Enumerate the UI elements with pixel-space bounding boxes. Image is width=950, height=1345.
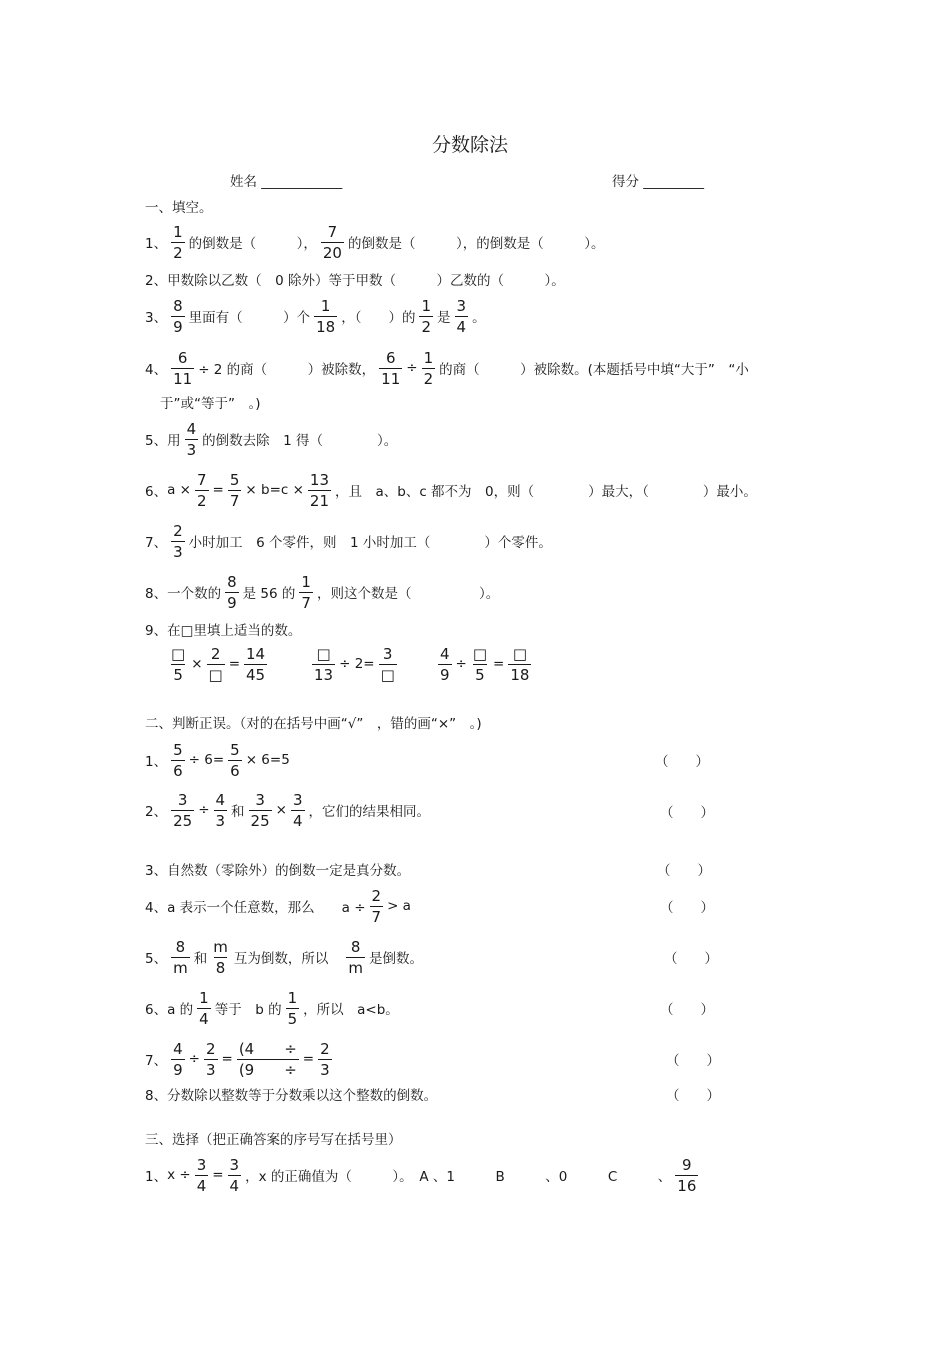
fraction-denominator: 2	[421, 317, 432, 336]
fraction-numerator: 8	[173, 296, 183, 315]
fraction	[171, 741, 185, 780]
question-text: 7、	[145, 535, 168, 551]
fraction-denominator: (9 ÷	[238, 1060, 297, 1079]
question-text: × 6=5	[245, 752, 290, 768]
question-text: 是	[437, 310, 451, 326]
s2-q5-answer-bracket[interactable]: （ ）	[664, 951, 718, 967]
s1-q4	[145, 348, 749, 388]
fraction-denominator: 20	[322, 243, 342, 262]
score-field-label: 得分 _________	[612, 174, 705, 190]
fraction-numerator: 1	[423, 348, 434, 367]
s1-q4-continuation: 于”或“等于” 。)	[160, 396, 261, 412]
fraction	[321, 223, 344, 262]
question-text: ，所以 a<b。	[303, 1002, 399, 1018]
question-text: ，且 a、b、c 都不为 0，则（ ）最大，（ ）最小。	[335, 484, 757, 500]
question-text: 4、	[145, 362, 168, 378]
fraction	[207, 645, 225, 684]
fraction	[228, 741, 242, 780]
fraction-denominator: 6	[230, 761, 240, 780]
fraction	[171, 1040, 185, 1079]
fraction-numerator: □	[472, 644, 488, 663]
fraction-numerator: 8	[175, 937, 186, 956]
question-text: ÷ 2=	[339, 656, 375, 672]
question-text: a ×	[167, 482, 191, 498]
question-text: =	[212, 482, 224, 498]
question-text: 和	[231, 804, 245, 820]
question-text: 等于 b 的	[214, 1002, 282, 1018]
fraction	[438, 645, 452, 684]
fraction-denominator: 9	[173, 317, 183, 336]
page-title: 分数除法	[432, 134, 509, 156]
question-text: 。	[472, 310, 486, 326]
fraction-denominator: 6	[173, 761, 183, 780]
fraction	[308, 471, 331, 510]
fraction-numerator: 3	[196, 1155, 207, 1174]
question-text: 是 56 的	[242, 586, 296, 602]
fraction	[195, 471, 209, 510]
question-text: > a	[387, 898, 411, 914]
fraction-numerator: 1	[320, 296, 331, 315]
s2-q7	[145, 1039, 336, 1079]
fraction-numerator: 2	[371, 886, 382, 905]
question-text: 8、一个数的	[145, 586, 222, 602]
fraction-denominator: 4	[229, 1176, 240, 1195]
fraction-numerator: 2	[320, 1039, 330, 1058]
s2-q3-answer-bracket[interactable]: （ ）	[657, 863, 711, 879]
fraction-denominator: 4	[199, 1009, 209, 1028]
fraction	[185, 420, 199, 459]
fraction-numerator: 2	[205, 1039, 216, 1058]
s1-q5	[145, 419, 397, 459]
fraction-denominator: 2	[173, 243, 183, 262]
fraction-numerator: 3	[177, 790, 188, 809]
question-text: =	[302, 1051, 315, 1067]
s2-q6	[145, 988, 399, 1028]
fraction-numerator: (4 ÷	[238, 1039, 297, 1058]
fraction-numerator: 1	[287, 988, 298, 1007]
fraction	[314, 297, 337, 336]
fraction-numerator: 1	[301, 572, 311, 591]
fraction-denominator: 7	[371, 907, 382, 926]
fraction	[508, 645, 531, 684]
fraction	[419, 297, 433, 336]
question-text: ÷ 6=	[188, 752, 225, 768]
fraction-denominator: 7	[229, 491, 240, 510]
question-text: 和	[193, 951, 208, 967]
fraction-denominator: m	[173, 958, 188, 977]
name-field-label: 姓名 ____________	[230, 174, 343, 190]
fraction	[471, 645, 489, 684]
question-text: 是倒数。	[368, 951, 423, 967]
fraction	[171, 522, 185, 561]
fraction-numerator: □	[171, 644, 186, 663]
question-text: 1、	[145, 754, 168, 770]
fraction	[312, 645, 335, 684]
question-text: ×	[275, 802, 287, 818]
fraction-numerator: 4	[186, 419, 197, 438]
fraction-denominator: 3	[205, 1060, 216, 1079]
fraction-denominator: 4	[292, 811, 303, 830]
fraction-denominator: 4	[456, 317, 467, 336]
s1-q1	[145, 222, 604, 262]
question-text: 6、	[145, 484, 168, 500]
fraction	[211, 938, 230, 977]
fraction	[370, 887, 384, 926]
fraction-numerator: 4	[215, 790, 226, 809]
question-text: x ÷	[167, 1167, 191, 1183]
question-text: 的倒数是（ ），的倒数是（ ）。	[347, 236, 605, 252]
question-text: 1、	[145, 1169, 168, 1185]
question-text: 互为倒数，所以	[233, 951, 329, 967]
fraction-denominator: 45	[246, 665, 266, 684]
question-text: 6、a 的	[145, 1002, 194, 1018]
s3-q1	[145, 1155, 702, 1195]
fraction	[379, 349, 402, 388]
fraction-numerator: 7	[327, 222, 338, 241]
s1-q3	[145, 296, 486, 336]
s1-q8	[145, 572, 499, 612]
fraction	[214, 791, 228, 830]
fraction-numerator: 5	[173, 740, 183, 759]
fraction-denominator: 7	[301, 593, 311, 612]
fraction-denominator: 13	[314, 665, 334, 684]
fraction-denominator: 3	[186, 440, 197, 459]
question-text: 2、	[145, 804, 168, 820]
fraction	[237, 1040, 299, 1079]
s2-q2-answer-bracket[interactable]: （ ）	[660, 805, 714, 821]
fraction-denominator: 9	[227, 593, 237, 612]
fraction	[228, 1156, 242, 1195]
s1-q9-equation-c	[434, 644, 535, 684]
fraction	[244, 645, 267, 684]
fraction-numerator: 4	[440, 644, 450, 663]
s2-q8-answer-bracket[interactable]: （ ）	[666, 1088, 720, 1104]
fraction-denominator: 5	[475, 665, 485, 684]
fraction-denominator: 16	[677, 1176, 697, 1195]
fraction	[299, 573, 313, 612]
question-text: =	[493, 656, 505, 672]
fraction	[422, 349, 436, 388]
question-text: 5、用	[145, 433, 181, 449]
question-text: ÷	[198, 802, 210, 818]
fraction-denominator: 18	[316, 317, 336, 336]
fraction-numerator: □	[316, 644, 331, 663]
s2-q6-answer-bracket[interactable]: （ ）	[660, 1002, 714, 1018]
fraction-numerator: 5	[230, 740, 240, 759]
fraction-denominator: □	[380, 665, 395, 684]
s2-q1-answer-bracket[interactable]: （ ）	[655, 754, 709, 770]
fraction-numerator: 1	[421, 296, 432, 315]
fraction	[225, 573, 239, 612]
question-text: 3、	[145, 310, 168, 326]
fraction-numerator: 8	[227, 572, 237, 591]
question-text: =	[212, 1167, 224, 1183]
s2-q5	[145, 937, 423, 977]
fraction	[228, 471, 242, 510]
fraction	[171, 791, 194, 830]
fraction	[171, 938, 190, 977]
question-text: ÷ 2 的商（ ）被除数，	[198, 362, 376, 378]
question-text: =	[221, 1051, 233, 1067]
fraction-denominator: 8	[215, 958, 226, 977]
fraction	[171, 349, 194, 388]
question-text: ÷	[455, 656, 467, 672]
question-text: 7、	[145, 1053, 168, 1069]
fraction-denominator: 11	[381, 369, 401, 388]
fraction-numerator: 4	[173, 1039, 183, 1058]
fraction-denominator: 4	[196, 1176, 207, 1195]
question-text: 的倒数是（ ），	[188, 236, 317, 252]
fraction-denominator: 21	[309, 491, 329, 510]
s2-q4-answer-bracket[interactable]: （ ）	[660, 900, 714, 916]
fraction-denominator: 5	[173, 665, 183, 684]
fraction-denominator: 25	[173, 811, 193, 830]
question-text: × b=c ×	[245, 482, 304, 498]
fraction-denominator: 3	[215, 811, 226, 830]
fraction-denominator: 9	[173, 1060, 183, 1079]
s2-q8: 8、分数除以整数等于分数乘以这个整数的倒数。	[145, 1088, 438, 1104]
s1-q9-equation-a	[165, 644, 271, 684]
question-text: 小时加工 6 个零件，则 1 小时加工（ ）个零件。	[188, 535, 552, 551]
fraction	[171, 297, 185, 336]
s2-q1	[145, 740, 290, 780]
fraction	[249, 791, 272, 830]
fraction-denominator: 11	[173, 369, 193, 388]
fraction	[195, 1156, 209, 1195]
fraction-denominator: m	[348, 958, 363, 977]
s1-q7	[145, 521, 552, 561]
fraction	[318, 1040, 332, 1079]
fraction-denominator: 3	[173, 542, 183, 561]
fraction	[455, 297, 469, 336]
fraction	[169, 645, 187, 684]
question-text: 4、a 表示一个任意数，那么 a ÷	[145, 900, 366, 916]
section3-heading: 三、选择（把正确答案的序号写在括号里）	[145, 1132, 402, 1148]
fraction-numerator: 8	[350, 937, 361, 956]
fraction-numerator: 3	[382, 644, 393, 663]
question-text: ，（ ）的	[341, 310, 416, 326]
fraction	[197, 989, 211, 1028]
fraction-numerator: 6	[385, 348, 396, 367]
fraction-numerator: □	[512, 644, 527, 663]
fraction	[346, 938, 365, 977]
question-text: 1、	[145, 236, 168, 252]
fraction-numerator: 13	[309, 470, 329, 489]
fraction-numerator: 14	[246, 644, 266, 663]
fraction-denominator: 25	[250, 811, 270, 830]
fraction	[379, 645, 397, 684]
fraction-numerator: 2	[210, 644, 221, 663]
fraction-denominator: 18	[510, 665, 530, 684]
fraction-numerator: m	[213, 937, 228, 956]
question-text: ，则这个数是（ ）。	[316, 586, 500, 602]
question-text: ，它们的结果相同。	[308, 804, 430, 820]
s2-q3: 3、自然数（零除外）的倒数一定是真分数。	[145, 863, 411, 879]
question-text: 的倒数去除 1 得（ ）。	[202, 433, 398, 449]
s1-q9-equation-b	[308, 644, 401, 684]
fraction	[675, 1156, 698, 1195]
fraction-numerator: 3	[456, 296, 467, 315]
fraction-numerator: 3	[255, 790, 265, 809]
fraction-numerator: 1	[199, 988, 209, 1007]
s1-q2: 2、甲数除以乙数（ 0 除外）等于甲数（ ）乙数的（ ）。	[145, 273, 565, 289]
s1-q9: 9、在□里填上适当的数。	[145, 623, 302, 639]
question-text: ÷	[188, 1051, 200, 1067]
fraction-numerator: 1	[173, 222, 183, 241]
s2-q4	[145, 886, 411, 926]
fraction-numerator: 7	[196, 470, 207, 489]
fraction-numerator: 2	[173, 521, 183, 540]
fraction	[204, 1040, 218, 1079]
question-text: 的商（ ）被除数。(本题括号中填“大于” “小	[439, 362, 749, 378]
fraction-denominator: 2	[196, 491, 207, 510]
fraction-denominator: 9	[440, 665, 450, 684]
fraction-denominator: 3	[320, 1060, 330, 1079]
section1-heading: 一、填空。	[145, 200, 213, 216]
fraction-numerator: 6	[177, 348, 188, 367]
question-text: 5、	[145, 951, 168, 967]
fraction	[291, 791, 305, 830]
s1-q6	[145, 470, 757, 510]
s2-q7-answer-bracket[interactable]: （ ）	[666, 1053, 720, 1069]
fraction-denominator: 2	[423, 369, 434, 388]
question-text: 里面有（ ）个	[188, 310, 311, 326]
fraction	[286, 989, 300, 1028]
fraction-numerator: 3	[292, 790, 303, 809]
section2-heading: 二、判断正误。（对的在括号中画“√” ，错的画“×” 。)	[145, 716, 482, 732]
fraction-denominator: 5	[287, 1009, 298, 1028]
question-text: ×	[191, 656, 203, 672]
question-text: =	[228, 656, 240, 672]
question-text: ÷	[406, 360, 418, 376]
fraction-numerator: 9	[682, 1155, 692, 1174]
question-text: ，x 的正确值为（ ）。 A 、1 B 、0 C 、	[245, 1169, 672, 1185]
fraction-numerator: 5	[229, 470, 240, 489]
s2-q2	[145, 790, 430, 830]
fraction	[171, 223, 185, 262]
fraction-numerator: 3	[229, 1155, 240, 1174]
fraction-denominator: □	[208, 665, 223, 684]
